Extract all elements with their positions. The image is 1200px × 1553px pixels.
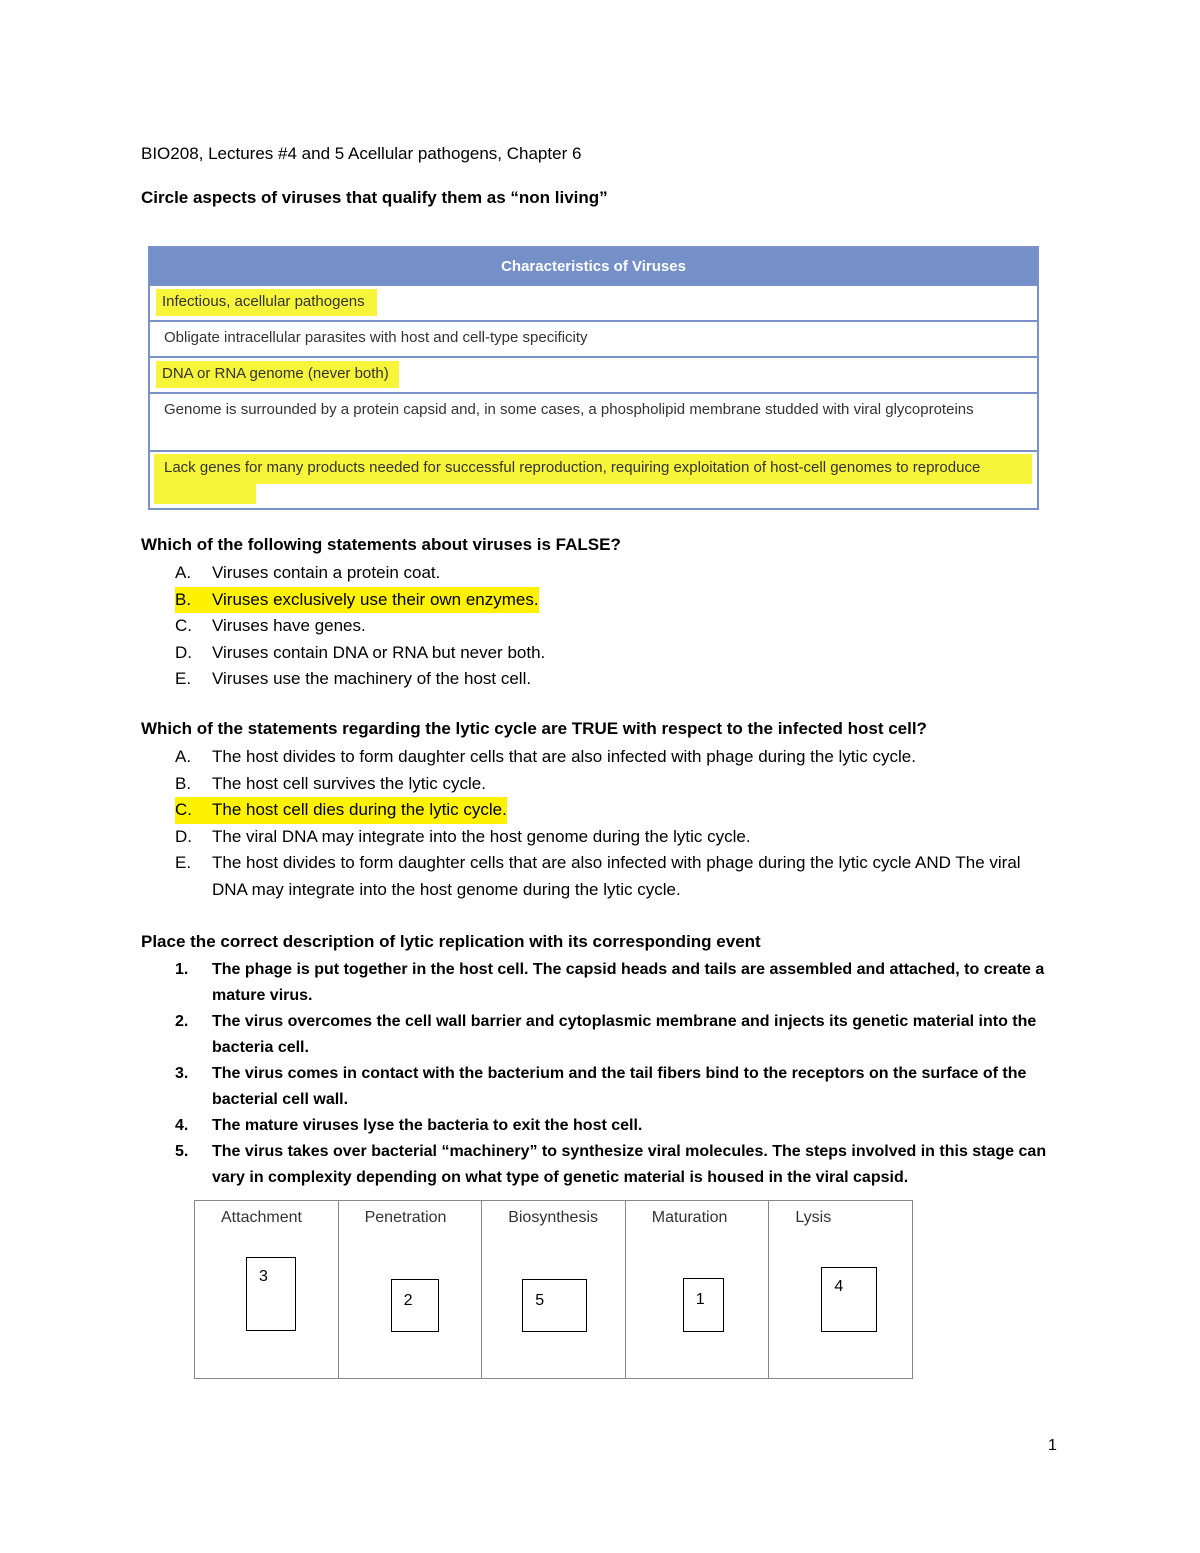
answer-box[interactable]: 3 [246, 1257, 296, 1331]
question-1-options [175, 560, 545, 693]
step-item: 4. The mature viruses lyse the bacteria to exit the host cell. [175, 1117, 643, 1134]
event-label: Maturation [651, 1209, 728, 1226]
step-item: 2. The virus overcomes the cell wall barrier and cytoplasmic membrane and injects its genetic material into the bacteria cell. [175, 1013, 1037, 1056]
characteristic-text: Infectious, acellular pathogens [156, 289, 377, 316]
characteristics-table [148, 246, 1039, 510]
lytic-events-table [194, 1200, 913, 1379]
step-item: 5. The virus takes over bacterial “machinery” to synthesize viral molecules. The steps involved in this stage can vary in complexity depending on what type of genetic material is housed in the viral capsid. [175, 1143, 1047, 1186]
characteristics-header: Characteristics of Viruses [150, 248, 1037, 286]
characteristic-row [150, 322, 1037, 358]
event-column-biosynthesis [482, 1201, 626, 1378]
option: C. Viruses have genes. [175, 616, 366, 635]
option-selected: C. The host cell dies during the lytic cycle. [175, 797, 1055, 824]
lytic-steps-list [175, 957, 1055, 1191]
question-2-options [175, 744, 1055, 903]
answer-box[interactable]: 1 [683, 1278, 724, 1332]
event-label: Penetration [364, 1209, 447, 1226]
event-column-lysis [769, 1201, 912, 1378]
answer-box[interactable]: 5 [522, 1279, 587, 1332]
characteristic-text: Obligate intracellular parasites with host and cell-type specificity [164, 329, 588, 346]
document-title: BIO208, Lectures #4 and 5 Acellular pathogens, Chapter 6 [141, 144, 582, 163]
event-label: Attachment [221, 1209, 302, 1226]
answer-box[interactable]: 2 [391, 1279, 439, 1332]
characteristic-row [150, 286, 1037, 322]
step-item: 1. The phage is put together in the host cell. The capsid heads and tails are assembled and attached, to create a mature virus. [175, 961, 1045, 1004]
answer-box[interactable]: 4 [821, 1267, 877, 1332]
characteristic-text: DNA or RNA genome (never both) [156, 361, 399, 388]
option: B. The host cell survives the lytic cycle. [175, 773, 486, 793]
event-column-attachment [195, 1201, 339, 1378]
characteristic-row [150, 394, 1037, 452]
event-column-maturation [626, 1201, 770, 1378]
option: D. The viral DNA may integrate into the host genome during the lytic cycle. [175, 826, 751, 846]
option: A. The host divides to form daughter cells that are also infected with phage during the lytic cycle. [175, 747, 916, 766]
highlight-stroke [154, 480, 256, 504]
option-selected: B. Viruses exclusively use their own enzymes. [175, 587, 545, 614]
event-column-penetration [339, 1201, 483, 1378]
circle-prompt: Circle aspects of viruses that qualify them as “non living” [141, 188, 608, 207]
page-number: 1 [1048, 1437, 1057, 1454]
characteristic-text: Lack genes for many products needed for successful reproduction, requiring exploitation of host-cell genomes to reproduce [164, 459, 981, 476]
characteristic-text: Genome is surrounded by a protein capsid and, in some cases, a phospholipid membrane studded with viral glycoproteins [164, 401, 974, 418]
question-3: Place the correct description of lytic replication with its corresponding event [141, 932, 761, 951]
option: D. Viruses contain DNA or RNA but never both. [175, 642, 546, 662]
option: E. Viruses use the machinery of the host cell. [175, 669, 532, 688]
characteristic-row [150, 358, 1037, 394]
option: A. Viruses contain a protein coat. [175, 563, 441, 582]
question-2: Which of the statements regarding the lytic cycle are TRUE with respect to the infected host cell? [141, 719, 927, 738]
step-item: 3. The virus comes in contact with the bacterium and the tail fibers bind to the receptors on the surface of the bacterial cell wall. [175, 1065, 1027, 1108]
event-label: Biosynthesis [508, 1209, 599, 1226]
question-1: Which of the following statements about viruses is FALSE? [141, 535, 621, 554]
characteristic-row [150, 452, 1037, 508]
option: E. The host divides to form daughter cells that are also infected with phage during the lytic cycle AND The viral DNA may integrate into the host genome during the lytic cycle. [175, 853, 1021, 899]
event-label: Lysis [795, 1209, 832, 1226]
